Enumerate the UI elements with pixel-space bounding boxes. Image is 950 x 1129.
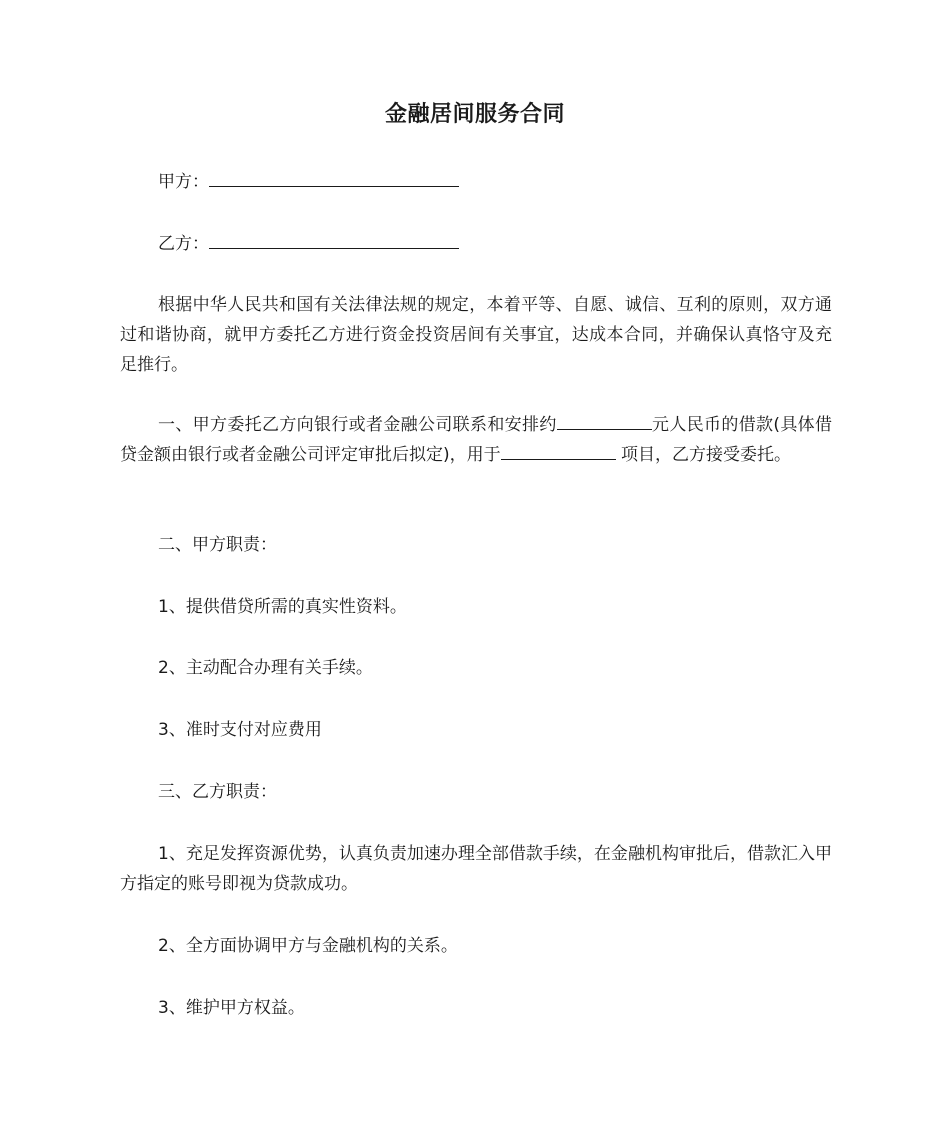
party-a-line bbox=[158, 167, 832, 197]
clause-1-text-b: 元人民币的借款(具体借贷金额由银行或者金融公司评定审批后拟定)，用于 bbox=[120, 415, 832, 465]
document-title: 金融居间服务合同 bbox=[384, 102, 565, 127]
section-3-heading: 三、乙方职责： bbox=[158, 782, 277, 802]
section-3-item: 1、充足发挥资源优势，认真负责加速办理全部借款手续，在金融机构审批后，借款汇入甲方指定的账号即视为贷款成功。 bbox=[120, 844, 832, 894]
section-3-item: 3、维护甲方权益。 bbox=[158, 998, 305, 1018]
section-2-item: 2、主动配合办理有关手续。 bbox=[158, 658, 373, 678]
project-blank bbox=[501, 441, 616, 460]
section-3-item: 2、全方面协调甲方与金融机构的关系。 bbox=[158, 936, 458, 956]
party-b-label: 乙方： bbox=[158, 234, 209, 254]
clause-1-paragraph bbox=[120, 410, 832, 470]
section-2-heading: 二、甲方职责： bbox=[158, 535, 277, 555]
section-2-item: 1、提供借贷所需的真实性资料。 bbox=[158, 597, 407, 617]
clause-1-text-c: 项目，乙方接受委托。 bbox=[615, 445, 792, 465]
loan-amount-blank bbox=[557, 411, 652, 430]
clause-1-text-a: 一、甲方委托乙方向银行或者金融公司联系和安排约 bbox=[158, 415, 557, 435]
intro-paragraph: 根据中华人民共和国有关法律法规的规定，本着平等、自愿、诚信、互利的原则，双方通过和谐协商，就甲方委托乙方进行资金投资居间有关事宜，达成本合同，并确保认真恪守及充足推行。 bbox=[120, 295, 832, 375]
party-a-label: 甲方： bbox=[158, 172, 209, 192]
party-a-blank bbox=[209, 168, 459, 187]
party-b-line bbox=[158, 229, 832, 259]
party-b-blank bbox=[209, 230, 459, 249]
section-2-item: 3、准时支付对应费用 bbox=[158, 720, 322, 740]
